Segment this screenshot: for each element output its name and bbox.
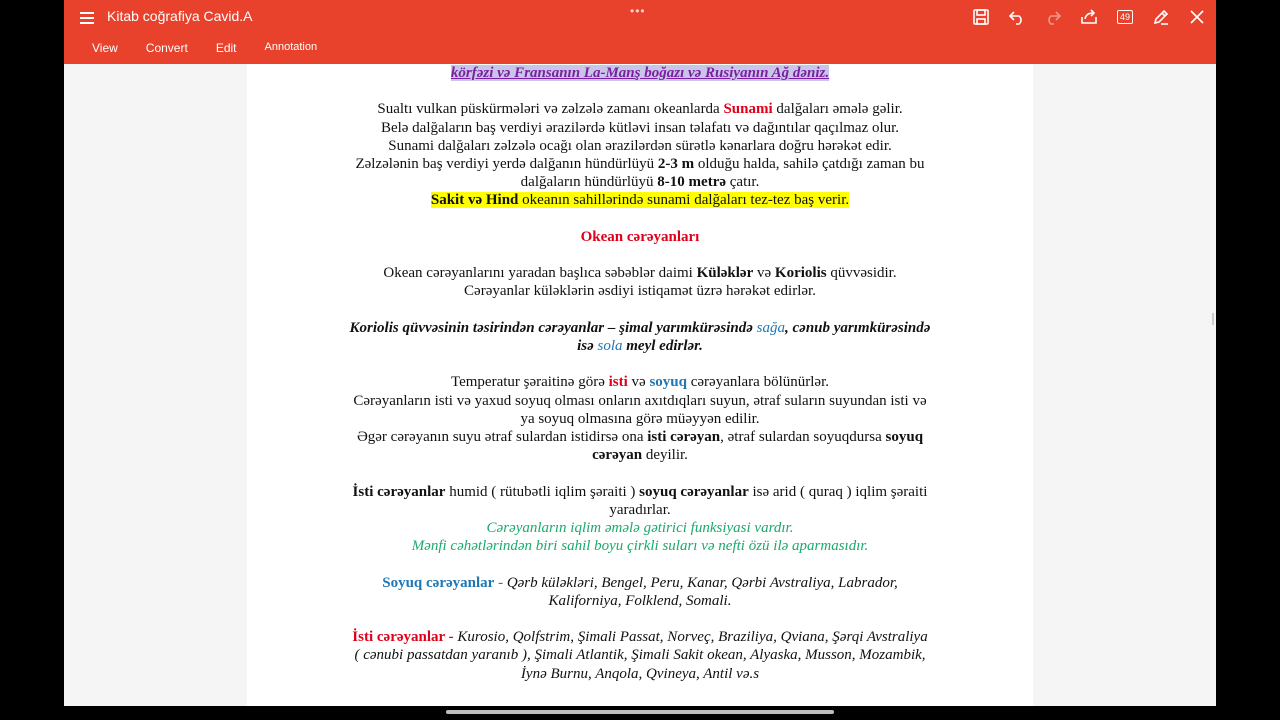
app-window — [64, 0, 1216, 706]
paragraph-line — [247, 628, 1033, 646]
home-indicator[interactable] — [446, 710, 834, 714]
text: Əgər cərəyanın suyu ətraf sulardan istidirsə ona — [356, 428, 648, 445]
text: deyilir. — [642, 447, 688, 464]
text: və — [753, 265, 775, 282]
paragraph-line: Belə dalğaların baş verdiyi ərazilərdə kütləvi insan təlafatı və dağıntılar qaçılmaz olur. — [380, 119, 900, 136]
share-icon[interactable] — [1078, 6, 1100, 28]
page-count: 49 — [1117, 10, 1133, 24]
term-sunami: Sunami — [723, 101, 773, 118]
text-italic: Kurosio, Qolfstrim, Şimali Passat, Norveç, Braziliya, Qviana, Şərqi Avstraliya — [453, 629, 928, 646]
term-red: isti — [608, 374, 628, 391]
paragraph-line: ya soyuq olmasına görə müəyyən edilir. — [520, 410, 760, 427]
pen-edit-icon[interactable] — [1150, 6, 1172, 28]
document-content — [247, 64, 1033, 683]
term-blue: sola — [597, 337, 623, 354]
text-bold: cərəyan — [592, 447, 643, 464]
section-heading: Okean cərəyanları — [580, 228, 700, 245]
text: , cənub yarımkürəsində — [785, 319, 931, 336]
toolbar — [64, 0, 1216, 64]
scroll-indicator[interactable] — [1212, 313, 1214, 325]
text-bold: İsti cərəyanlar — [352, 483, 446, 500]
document-title: Kitab coğrafiya Cavid.A — [107, 8, 253, 24]
paragraph-line: Cərəyanlar küləklərin əsdiyi istiqamət üzrə hərəkət edirlər. — [464, 283, 816, 300]
tab-bar — [92, 41, 345, 55]
paragraph-line — [247, 483, 1033, 501]
paragraph-line: İynə Burnu, Anqola, Qvineya, Antil və.s — [520, 665, 760, 682]
tab-annotation[interactable]: Annotation — [264, 41, 318, 53]
text: , ətraf sulardan soyuqdursa — [720, 428, 886, 445]
text: isə — [577, 337, 598, 354]
term-blue: sağa — [756, 319, 785, 336]
paragraph-line — [247, 155, 1033, 173]
paragraph-line — [247, 428, 1033, 446]
value-bold: 2-3 m — [657, 156, 695, 172]
text: olduğu halda, sahilə çatdığı zaman bu — [694, 156, 925, 172]
text-bold: isti cərəyan — [647, 428, 721, 445]
green-note: Mənfi cəhətlərindən biri sahil boyu çirkli suları və nefti özü ilə aparmasıdır. — [411, 538, 869, 555]
text: qüvvəsidir. — [826, 265, 897, 282]
text: Sualtı vulkan püskürmələri və zəlzələ zamanı okeanlarda — [377, 101, 724, 118]
text-bold: soyuq cərəyanlar — [639, 483, 749, 500]
paragraph-line: yaradırlar. — [609, 501, 671, 518]
text: Temperatur şəraitinə görə — [450, 374, 609, 391]
text: dalğaları əmələ gəlir. — [772, 101, 903, 118]
paragraph-line — [247, 173, 1033, 191]
text: çatır. — [726, 174, 760, 191]
paragraph-line: Kaliforniya, Folklend, Somali. — [548, 592, 732, 609]
paragraph-line — [247, 264, 1033, 282]
text: Okean cərəyanlarını yaradan başlıca səbəblər daimi — [383, 265, 697, 282]
text: və — [627, 374, 650, 391]
text: Zəlzələnin baş verdiyi yerdə dalğanın hündürlüyü — [355, 156, 658, 172]
undo-icon[interactable] — [1006, 6, 1028, 28]
tab-view[interactable]: View — [92, 41, 118, 55]
highlighted-sentence — [247, 191, 1033, 209]
text-bold: soyuq — [885, 428, 924, 445]
paragraph-line — [247, 319, 1033, 337]
document-page — [247, 64, 1033, 706]
text: meyl edirlər. — [622, 337, 703, 354]
text-italic: Qərb küləkləri, Bengel, Peru, Kanar, Qərbi Avstraliya, Labrador, — [506, 574, 898, 591]
value-bold: 8-10 metrə — [657, 174, 727, 191]
text: isə arid ( quraq ) iqlim şəraiti — [748, 483, 928, 500]
text: cərəyanlara bölünürlər. — [686, 374, 829, 391]
highlighted-line: körfəzi və Fransanın La-Manş boğazı və Rusiyanın Ağ dəniz. — [450, 65, 830, 81]
paragraph-line: Cərəyanların isti və yaxud soyuq olması onların axıtdıqları suyun, ətraf suların suyundan isti və — [353, 392, 927, 409]
toolbar-actions — [956, 6, 1208, 28]
more-dots-icon[interactable]: ••• — [630, 4, 646, 18]
page-count-icon[interactable] — [1114, 6, 1136, 28]
redo-icon[interactable] — [1042, 6, 1064, 28]
text: dalğaların hündürlüyü — [520, 174, 658, 191]
term-red: İsti cərəyanlar - — [352, 629, 454, 646]
text: okeanın sahillərində sunami dalğaları tez-tez baş verir. — [518, 192, 850, 209]
tab-convert[interactable]: Convert — [145, 41, 188, 55]
paragraph-line — [247, 574, 1033, 592]
paragraph-line — [247, 373, 1033, 391]
paragraph-line: Sunami dalğaları zəlzələ ocağı olan ərazilərdən sürətlə kənarlara doğru hərəkət edir. — [388, 137, 892, 154]
paragraph-sunami-1 — [247, 100, 1033, 118]
text: - — [494, 574, 507, 591]
term-blue: soyuq — [649, 374, 687, 391]
paragraph-line: ( cənubi passatdan yaranıb ), Şimali Atlantik, Şimali Sakit okean, Alyaska, Musson, Mozambik, — [354, 647, 926, 664]
text: Koriolis qüvvəsinin təsirindən cərəyanlar – şimal yarımkürəsində — [349, 319, 757, 336]
term-blue: Soyuq cərəyanlar — [382, 574, 495, 591]
tab-edit[interactable]: Edit — [215, 41, 237, 55]
text: humid ( rütubətli iqlim şəraiti ) — [445, 483, 640, 500]
text-bold: Sakit və Hind — [430, 192, 519, 209]
save-icon[interactable] — [970, 6, 992, 28]
text-bold: Koriolis — [774, 265, 827, 282]
paragraph-line — [247, 337, 1033, 355]
close-icon[interactable] — [1186, 6, 1208, 28]
green-note: Cərəyanların iqlim əmələ gətirici funksiyasi vardır. — [486, 519, 794, 536]
text-bold: Küləklər — [696, 265, 754, 282]
hamburger-menu-icon[interactable] — [80, 9, 96, 25]
paragraph-line — [247, 446, 1033, 464]
